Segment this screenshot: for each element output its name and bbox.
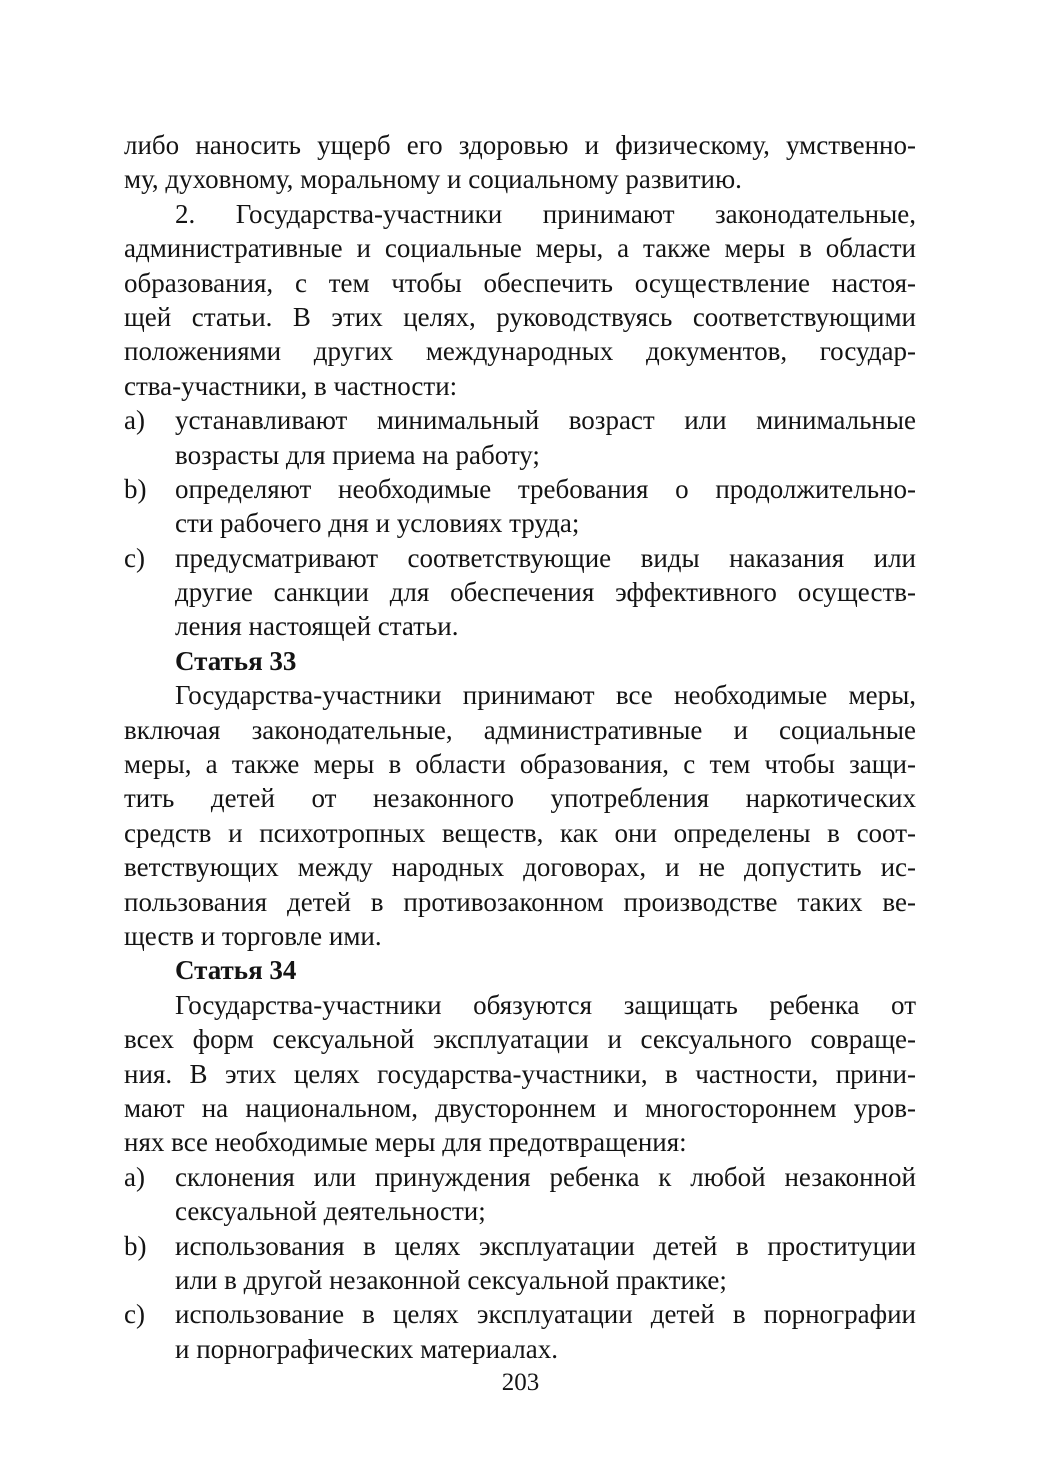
article-34-line: всех форм сексуальной эксплуатации и сексуального совраще- [124, 1024, 916, 1055]
article-34-line: нях все необходимые меры для предотвращения: [124, 1127, 687, 1158]
list-item [124, 472, 916, 506]
paragraph-2-line: образования, с тем чтобы обеспечить осуществление настоя- [124, 267, 916, 298]
list-marker: a) [124, 405, 145, 436]
list-item [124, 1160, 916, 1194]
list-item [124, 541, 916, 575]
list-item-text: и порнографических материалах. [175, 1333, 558, 1364]
text-line: му, духовному, моральному и социальному развитию. [124, 164, 742, 195]
paragraph-2-line: ства-участники, в частности: [124, 370, 458, 401]
article-34-line: мают на национальном, двустороннем и многостороннем уров- [124, 1092, 916, 1123]
article-33-line: Государства-участники принимают все необходимые меры, [175, 680, 916, 711]
article-33-line: средств и психотропных веществ, как они определены в соот- [124, 817, 916, 848]
article-33-line: ветствующих между народных договорах, и не допустить ис- [124, 852, 916, 883]
list-item-text: предусматривают соответствующие виды наказания или [175, 542, 916, 573]
article-33-line: тить детей от незаконного употребления наркотических [124, 783, 916, 814]
article-33-line: включая законодательные, административные и социальные [124, 714, 916, 745]
article-33-line: пользования детей в противозаконном производстве таких ве- [124, 886, 916, 917]
document-page [124, 128, 916, 1366]
list-marker: c) [124, 542, 145, 573]
list-item-text: другие санкции для обеспечения эффективного осуществ- [175, 577, 916, 608]
article-33-heading: Статья 33 [175, 645, 297, 676]
list-marker: b) [124, 473, 147, 504]
paragraph-2-line: административные и социальные меры, а также меры в области [124, 233, 916, 264]
article-33-line: ществ и торговле ими. [124, 920, 382, 951]
page-number: 203 [501, 1369, 540, 1396]
list-item-text: сексуальной деятельности; [175, 1196, 486, 1227]
list-item-text: склонения или принуждения ребенка к любой незаконной [175, 1161, 916, 1192]
article-34-line: Государства-участники обязуются защищать ребенка от [175, 989, 916, 1020]
article-34-heading: Статья 34 [175, 955, 297, 986]
list-item-text: или в другой незаконной сексуальной практике; [175, 1264, 727, 1295]
paragraph-2-line: 2. Государства-участники принимают законодательные, [175, 198, 916, 229]
list-item-text: сти рабочего дня и условиях труда; [175, 508, 580, 539]
text-line: либо наносить ущерб его здоровью и физическому, умственно- [124, 130, 916, 160]
list-item-text: использование в целях эксплуатации детей в порнографии [175, 1299, 916, 1330]
article-34-line: ния. В этих целях государства-участники, в частности, прини- [124, 1058, 916, 1089]
list-item-text: ления настоящей статьи. [175, 611, 459, 642]
list-item [124, 1229, 916, 1263]
list-marker: a) [124, 1161, 145, 1192]
list-marker: c) [124, 1299, 145, 1330]
paragraph-2-line: щей статьи. В этих целях, руководствуясь соответствующими [124, 301, 916, 332]
article-33-line: меры, а также меры в области образования, с тем чтобы защи- [124, 749, 916, 780]
list-item-text: определяют необходимые требования о продолжительно- [175, 473, 916, 504]
list-marker: b) [124, 1230, 147, 1261]
list-item-text: устанавливают минимальный возраст или минимальные [175, 405, 916, 436]
list-item [124, 1297, 916, 1331]
list-item-text: использования в целях эксплуатации детей в проституции [175, 1230, 916, 1261]
paragraph-2-line: положениями других международных документов, государ- [124, 336, 916, 367]
list-item-text: возрасты для приема на работу; [175, 439, 540, 470]
list-item [124, 403, 916, 437]
